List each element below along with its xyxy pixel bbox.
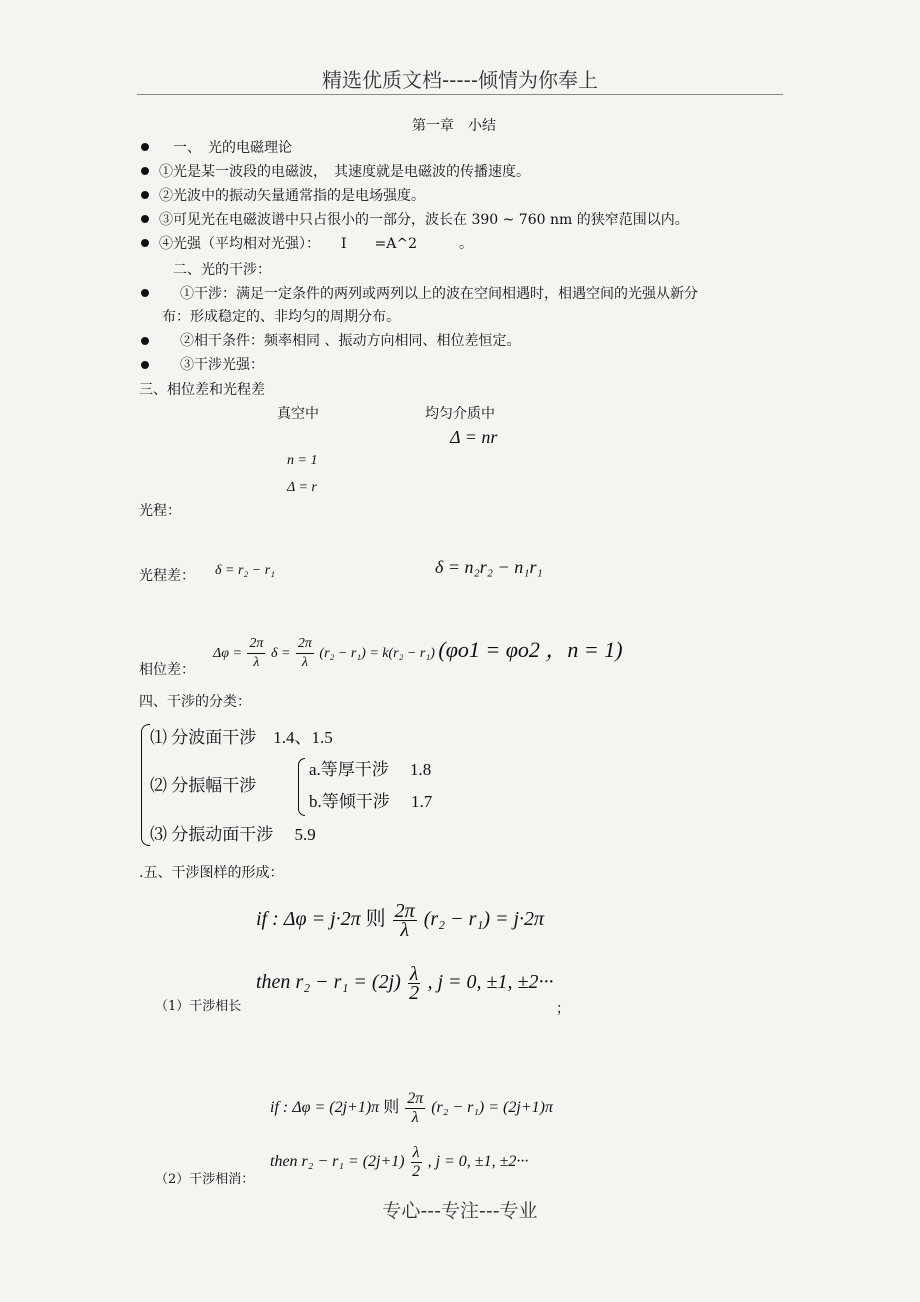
page-header: 精选优质文档-----倾情为你奉上 — [321, 68, 599, 92]
r-difference: r₂ − r₁ — [324, 646, 362, 661]
bullet-icon — [141, 361, 149, 369]
left-brace — [141, 724, 150, 846]
lambda: λ — [253, 655, 260, 671]
eq-delta-r: Δ = r — [287, 480, 317, 495]
class-wavefront: ⑴ 分波面干涉 1.4、1.5 — [150, 728, 333, 747]
if-keyword: if — [256, 908, 268, 930]
delta-symbol: δ — [435, 557, 444, 577]
section-5-heading: .五、干涉图样的形成： — [139, 865, 284, 881]
medium-label: 均匀介质中 — [425, 406, 495, 422]
bullet-text-1: 一、 光的电磁理论 — [173, 140, 292, 156]
bullet-text-4: ③可见光在电磁波谱中只占很小的一部分，波长在 390 ~ 760 nm 的狭窄范围以内。 — [159, 212, 689, 228]
eq-path-diff-medium: δ = n₂r₂ − n₁r₁ — [435, 557, 543, 577]
two-pi: 2π — [407, 1089, 424, 1107]
r-difference: r₂ − r₁ — [237, 563, 276, 578]
path-difference-label: 光程差： — [139, 568, 195, 584]
j-2pi: j·2π — [330, 908, 361, 930]
r-difference: r₂ − r₁ — [436, 1099, 479, 1116]
interference-def-line1: ①干涉：满足一定条件的两列或两列以上的波在空间相遇时，相遇空间的光强从新分 — [180, 286, 698, 302]
bullet-icon — [141, 337, 149, 345]
section-2-heading: 二、光的干涉： — [173, 262, 271, 278]
interference-def-line2: 布：形成稳定的、非均匀的周期分布。 — [162, 309, 400, 325]
eq-constructive-condition: if : Δφ = j·2π 则 $\frac{2\pi}{\lambda}$ (r₂ − r₁) = j·2π — [256, 899, 545, 941]
class-equal-inclination: b.等倾干涉 1.7 — [309, 792, 433, 811]
lambda: λ — [411, 1108, 419, 1126]
two-pi: 2π — [247, 635, 265, 654]
bullet-icon — [141, 215, 149, 223]
lambda: λ — [412, 1143, 420, 1161]
k-expression: k(r₂ − r₁) — [382, 646, 435, 661]
j-2pi: j·2π — [513, 908, 545, 930]
ze-word: 则 — [383, 1099, 400, 1116]
two-j1-pi: (2j+1)π — [329, 1099, 380, 1116]
constructive-label: （1）干涉相长 — [155, 999, 242, 1014]
header-divider — [137, 94, 783, 95]
bullet-icon — [141, 191, 149, 199]
chapter-title: 第一章 小结 — [412, 118, 496, 134]
section-3-heading: 三、相位差和光程差 — [139, 382, 265, 398]
lambda: λ — [301, 655, 308, 671]
inner-brace — [298, 758, 305, 816]
j-range: , j = 0, ±1, ±2··· — [427, 971, 554, 993]
class-equal-thickness: a.等厚干涉 1.8 — [309, 760, 432, 779]
section-4-heading: 四、干涉的分类： — [139, 694, 251, 710]
delta-symbol: δ — [215, 563, 222, 578]
two-j: (2j) — [371, 971, 401, 993]
eq-path-diff-vacuum: δ = r₂ − r₁ — [215, 563, 276, 578]
page-footer: 专心---专注---专业 — [382, 1200, 538, 1222]
optical-path-label: 光程： — [139, 503, 181, 519]
bullet-text-2: ①光是某一波段的电磁波， 其速度就是电磁波的传播速度。 — [159, 164, 530, 180]
bullet-text-5: ④光强（平均相对光强）： I =A^2 。 — [159, 236, 474, 252]
vacuum-label: 真空中 — [277, 406, 319, 422]
eq-destructive-result: then r₂ − r₁ = (2j+1) $\frac{\lambda}{2}$ , j = 0, ±1, ±2··· — [270, 1143, 529, 1180]
eq-constructive-result: then r₂ − r₁ = (2j) $\frac{\lambda}{2}$ , j = 0, ±1, ±2··· — [256, 962, 554, 1004]
if-keyword: if — [270, 1099, 279, 1116]
class-amplitude: ⑵ 分振幅干涉 — [150, 776, 257, 795]
phase-difference-label: 相位差： — [139, 662, 195, 678]
two: 2 — [409, 981, 420, 1004]
bullet-icon — [141, 289, 149, 297]
bullet-icon — [141, 239, 149, 247]
delta-symbol: δ — [270, 646, 278, 661]
nr-difference: n₂r₂ − n₁r₁ — [464, 557, 543, 577]
eq-n-equals-1: n = 1 — [287, 453, 318, 468]
two-pi: 2π — [296, 635, 314, 654]
lambda: λ — [409, 962, 419, 985]
eq-delta-nr: Δ = nr — [450, 427, 498, 447]
eq-destructive-condition: if : Δφ = (2j+1)π 则 $\frac{2\pi}{\lambda}$ (r₂ − r₁) = (2j+1)π — [270, 1089, 553, 1126]
bullet-icon — [141, 143, 149, 151]
r-difference: r₂ − r₁ — [430, 908, 484, 930]
two-j1: (2j+1) — [362, 1153, 405, 1170]
semicolon-mark: ； — [556, 1001, 570, 1017]
two-pi: 2π — [394, 899, 415, 922]
r-difference: r₂ − r₁ — [295, 971, 349, 993]
then-keyword: then — [270, 1153, 298, 1170]
two: 2 — [412, 1162, 421, 1180]
class-vibration-plane: ⑶ 分振动面干涉 5.9 — [150, 825, 316, 844]
phi-condition: φo1 = φo2 ，n = 1 — [445, 637, 616, 662]
ze-word: 则 — [365, 908, 386, 930]
bullet-icon — [141, 167, 149, 175]
coherence-conditions: ②相干条件：频率相同 、振动方向相同、相位差恒定。 — [180, 333, 521, 349]
r-difference: r₂ − r₁ — [301, 1153, 344, 1170]
interference-intensity: ③干涉光强： — [180, 357, 264, 373]
then-keyword: then — [256, 971, 291, 993]
bullet-text-3: ②光波中的振动矢量通常指的是电场强度。 — [159, 188, 425, 204]
eq-phase-difference: Δφ = $\frac{2\pi}{\lambda}$ δ = $\frac{2\pi}{\lambda}$ (r₂ − r₁) = k(r₂ − r₁) (φo1 = φo2 ，n = 1) — [213, 636, 623, 671]
two-j1-pi: (2j+1)π — [503, 1099, 553, 1116]
lambda: λ — [400, 918, 410, 941]
j-range: , j = 0, ±1, ±2··· — [427, 1153, 529, 1170]
destructive-label: （2）干涉相消： — [155, 1172, 255, 1187]
